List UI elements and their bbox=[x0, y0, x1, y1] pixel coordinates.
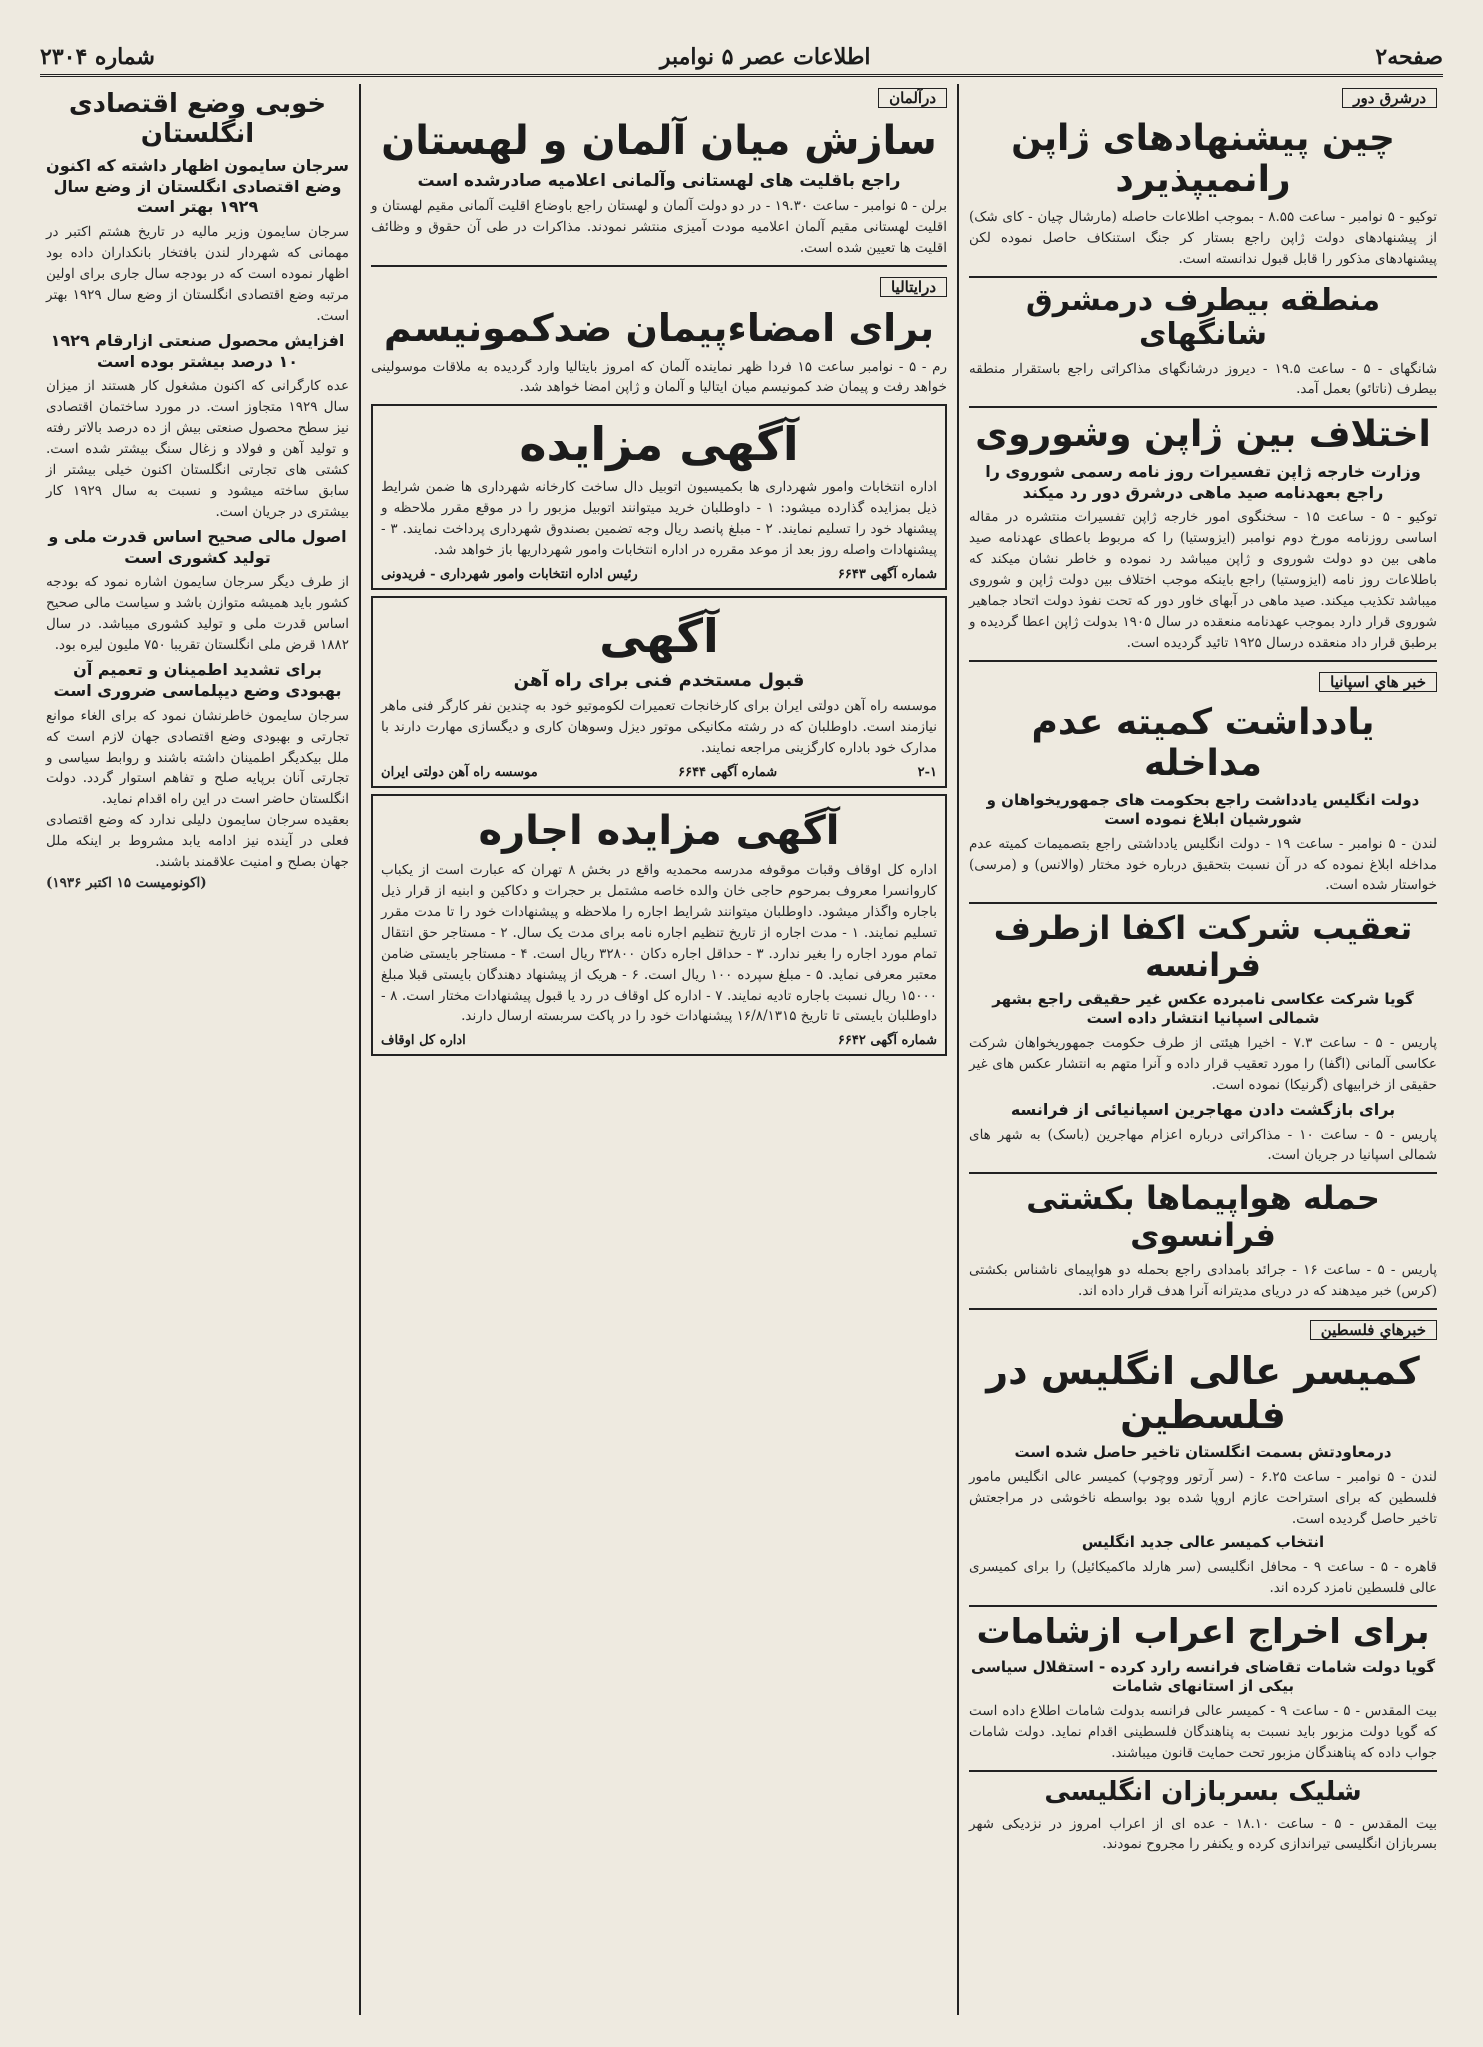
article-subtitle: وزارت خارجه ژاپن تفسیرات روز نامه رسمی شوروی را راجع بعهدنامه صید ماهی درشرق دور رد میکند bbox=[985, 461, 1421, 502]
middle-column bbox=[365, 84, 953, 2015]
article-title: تعقیب شرکت اکفا ازطرف فرانسه bbox=[993, 909, 1413, 985]
right-column bbox=[963, 84, 1443, 2015]
article-title: برای امضاءپیمان ضدکمونیسم bbox=[383, 305, 935, 350]
article-body: پاریس - ۵ - ساعت ۱۰ - مذاکراتی درباره اعزام مهاجرین (باسک) به شهر های شمالی اسپانیا در جریان است. bbox=[969, 1126, 1437, 1164]
article-subtitle: افزایش محصول صنعتی ازارقام ۱۹۲۹ ۱۰ درصد بیشتر بوده است bbox=[50, 330, 345, 371]
article-title: سازش میان آلمان و لهستان bbox=[381, 118, 937, 164]
section-label: درايتاليا bbox=[880, 277, 947, 297]
paper-title: اطلاعات عصر ۵ نوامبر bbox=[659, 44, 871, 70]
article-body: لندن - ۵ نوامبر - ساعت ۱۹ - دولت انگلیس یادداشتی راجع بتصمیمات کمیته عدم مداخله ابلاغ نموده که در آن نسبت بتحقیق درباره خود مختار (والانس) و (مرسی) خواستار شده است. bbox=[969, 835, 1437, 894]
section-label: خبر هاي اسپانيا bbox=[1319, 672, 1437, 692]
ad-title: آگهی مزایده اجاره bbox=[478, 808, 840, 855]
article-body: بیت المقدس - ۵ - ساعت ۹ - کمیسر عالی فرانسه بدولت شامات اطلاع داده است که گویا دولت مزبور باید نسبت به پناهندگان فلسطینی اقدام نماید. دولت شامات جواب داده که پناهندگان مزبور تحت حمایت قانون میباشند. bbox=[969, 1702, 1438, 1761]
article-title: کمیسر عالی انگلیس در فلسطین bbox=[986, 1348, 1420, 1437]
section-label: درشرق دور bbox=[1342, 88, 1437, 108]
article-body: عده کارگرانی که اکنون مشغول کار هستند از میزان سال ۱۹۲۹ متجاوز است. در مورد ساختمان اقتصادی نیز سطح محصول صنعتی بیش از ده درصد بالاتر رفته و تولید آهن و فولاد و زغال سنگ بیشتر شده است. کشتی های تجارتی انگلستان اکنون خیلی بیشتر از سابق ساخته میشود و نسبت به سال ۱۹۲۹ کار بیشتری در جریان است. bbox=[46, 378, 349, 520]
article-source: (اکونومیست ۱۵ اکتبر ۱۹۳۶) bbox=[46, 875, 207, 892]
article-body: برلن - ۵ نوامبر - ساعت ۱۹.۳۰ - در دو دولت آلمان و لهستان راجع باوضاع اقلیت آلمانی مقیم لهستان و اقلیت لهستانی مقیم آلمان اعلامیه مودت آمیزی منتشر نمودند. مذاکرات در طی آن حقوق و وظائف اقلیت ها تعیین شده است. bbox=[371, 198, 947, 256]
article-body: قاهره - ۵ - ساعت ۹ - محافل انگلیسی (سر هارلد ماکمیکائیل) را برای کمیسری عالی فلسطین نامزد کرده اند. bbox=[969, 1558, 1437, 1596]
ad-title: آگهی bbox=[599, 608, 719, 663]
article-subtitle: درمعاودتش بسمت انگلستان تاخیر حاصل شده است bbox=[1014, 1443, 1392, 1462]
article-subtitle: گویا دولت شامات تقاضای فرانسه رارد کرده - استقلال سیاسی بیکی از استانهای شامات bbox=[970, 1657, 1436, 1696]
article-subtitle: گویا شرکت عکاسی نامبرده عکس غیر حقیقی راجع بشهر شمالی اسپانیا انتشار داده است bbox=[992, 989, 1414, 1028]
ad-subtitle: قبول مستخدم فنی برای راه آهن bbox=[513, 669, 805, 691]
ad-number: شماره آگهی ۶۶۴۲ bbox=[837, 1033, 937, 1049]
article-body: لندن - ۵ نوامبر - ساعت ۶.۲۵ - (سر آرتور ووچوپ) کمیسر عالی انگلیس مامور فلسطین که برای استراحت عازم اروپا شده بود بواسطه ناخوشی در مراجعتش تاخیر حاصل گردیده است. bbox=[969, 1468, 1437, 1527]
article-body: توکیو - ۵ نوامبر - ساعت ۸.۵۵ - بموجب اطلاعات حاصله (مارشال چیان - کای شک) از پیشنهادهای دولت ژاپن راجع بستار کر جنگ استنکاف حاصل نموده لکن پیشنهادهای مذکور را قابل قبول ندانسته است. bbox=[969, 208, 1437, 267]
ad-number: شماره آگهی ۶۶۴۳ bbox=[837, 566, 937, 582]
article-subtitle: برای تشدید اطمینان و تعمیم آن بهبودی وضع دیپلماسی ضروری است bbox=[53, 660, 342, 700]
article-subtitle: سرجان سایمون اظهار داشته که اکنون وضع اقتصادی انگلستان از وضع سال ۱۹۲۹ بهتر است bbox=[46, 155, 349, 217]
masthead bbox=[40, 40, 1443, 77]
article-body: پاریس - ۵ - ساعت ۱۶ - جرائد بامدادی راجع بحمله دو هواپیمای ناشناس بکشتی (کرس) خبر میدهند که در دریای مدیترانه آنرا هدف قرار داده اند. bbox=[969, 1261, 1437, 1299]
article-body: سرجان سایمون خاطرنشان نمود که برای الغاء موانع تجارتی و بهبودی وضع اقتصادی جهان لازم است که ملل بیکدیگر اطمینان داشته باشند و روابط سیاسی و تجارتی آنان برپایه صلح و تفاهم استوار گردد. دولت انگلستان حاضر است در این راه اقدام نماید. bbox=[46, 707, 349, 808]
article-title: چین پیشنهادهای ژاپن رانمیپذیرد bbox=[1011, 118, 1395, 201]
ad-body: موسسه راه آهن دولتی ایران برای کارخانجات تعمیرات لکوموتیو خود به چندین نفر کارگر فنی ماهر نیازمند است. داوطلبان که در رشته مکانیکی موتور دیزل وسوهان کاری و دیگسازی مهارت دارند با مدارک خود باداره کارگزینی مراجعه نمایند. bbox=[381, 698, 937, 757]
article-body: پاریس - ۵ - ساعت ۷.۳ - اخیرا هیئتی از طرف حکومت جمهوریخواهان شرکت عکاسی آلمانی (اگفا) را مورد تعقیب قرار داده و آنرا متهم به انتشار عکس های غیر حقیقی از خرابیهای (گرنیکا) نموده است. bbox=[969, 1034, 1437, 1093]
section-label: درآلمان bbox=[878, 88, 947, 108]
ad-body: اداره انتخابات وامور شهرداری ها بکمیسیون اتوبیل دال ساخت کارخانه شهرداری ها ضمن شرایط ذیل بمزایده گذارده میشود: ۱ - داوطلبان خرید میتوانند اتوبیل مزبور را در موقع مقرر ملاحظه و پیشنهاد خود را تسلیم نمایند. ۲ - مبلغ پانصد ریال وجه تضمین بصندوق شهرداری پرداخت نمایند. ۳ - پیشنهادات واصله روز بعد از موعد مقرره در اداره انتخابات وامور شهرداریها باز خواهد شد. bbox=[381, 479, 938, 559]
issue-number: شماره ۲۳۰۴ bbox=[40, 44, 155, 70]
ad-reference: ۲-۱ bbox=[917, 765, 937, 781]
article-title: حمله هواپیماها بکشتی فرانسوی bbox=[1026, 1179, 1380, 1255]
article-body: توکیو - ۵ - ساعت ۱۵ - سخنگوی امور خارجه ژاپن تفسیرات منتشره در مقاله اساسی روزنامه مورخ دوم نوامبر (ایزوستیا) را که مربوط باعطای عهدنامه صید ماهی بین دو دولت شوروی و ژاپن میباشد رد نموده و خاطر نشان میکند که باطلاعات روز نامه (ایزوستیا) راجع باینکه موجب اختلاف بین دولت ژاپن و شوروی میباشد تکذیب میکند. صید ماهی در آبهای خاور دور که تحت نفوذ دولت اتحاد جماهیر شوروی قرار دارد بموجب عهدنامه منعقده در سال ۱۹۰۵ بدولت ژاپن اعطا گردیده و برطبق قرار داد منعقده درسال ۱۹۲۵ تائید گردیده است. bbox=[969, 509, 1438, 651]
employment-ad bbox=[371, 596, 947, 788]
lease-auction-ad bbox=[371, 794, 947, 1056]
page-label: صفحه۲ bbox=[1375, 44, 1443, 70]
article-body: از طرف دیگر سرجان سایمون اشاره نمود که بودجه کشور باید همیشه متوازن باشد و سیاست مالی صحیح اساس قدرت ملی و تولید کشوری میباشد. در سال ۱۸۸۲ قرض ملی انگلستان تقریبا ۷۵۰ ملیون لیره بود. bbox=[46, 574, 349, 654]
article-body: بعقیده سرجان سایمون دلیلی ندارد که وضع اقتصادی فعلی در آینده نیز ادامه یابد مشروط بر اینکه ملل جهان بصلح و امنیت علاقمند باشند. bbox=[46, 812, 349, 871]
ad-body: اداره کل اوقاف وقبات موقوفه مدرسه محمدیه واقع در بخش ۸ تهران که عبارت است از یکباب کاروانسرا معروف بمرحوم حاجی خان والده خاصه مشتمل بر حجرات و دکاکین و ابنیه از قرار ذیل باجاره واگذار میشود. داوطلبان میتوانند شرایط اجاره را ملاحظه و پیشنهادات خود را تا مدت مقرر تسلیم نمایند. ۱ - مدت اجاره از تاریخ تنظیم اجاره نامه برای مدت یک سال. ۲ - مستاجر حق انتقال تمام مورد اجاره را بغیر ندارد. ۳ - حداقل اجاره دکان ۳۲۸۰۰ ریال است. ۴ - مستاجر بایستی ضامن معتبر معرفی نماید. ۵ - مبلغ سپرده ۱۰۰ ریال است. ۶ - هریک از پیشنهاد دهندگان بایستی قبلا مبلغ ۱۵۰۰۰ ریال نسبت باجاره تادیه نمایند. ۷ - اداره کل اوقاف در رد یا قبول پیشنهادات مختار است. ۸ - داوطلبان بایستی تا تاریخ ۱۶/۸/۱۳۱۵ پیشنهادات خود را در پاکت سربسته ارسال دارند. bbox=[381, 862, 938, 1025]
section-label: خبرهاي فلسطين bbox=[1310, 1320, 1437, 1340]
ad-title: آگهی مزایده bbox=[519, 417, 799, 472]
article-title: منطقه بیطرف درمشرق شانگهای bbox=[1025, 282, 1381, 353]
article-title: شلیک بسربازان انگلیسی bbox=[1044, 1776, 1362, 1807]
article-title: اختلاف بین ژاپن وشوروی bbox=[975, 414, 1431, 456]
article-subtitle: راجع باقلیت های لهستانی وآلمانی اعلامیه صادرشده است bbox=[417, 171, 901, 191]
article-body: سرجان سایمون وزیر مالیه در تاریخ هشتم اکتبر در مهمانی که شهردار لندن بافتخار بانکداران داده بود اظهار نموده است که در بودجه سال جاری برای اولین مرتبه وضع اقتصادی انگلستان از وضع سال ۱۹۲۹ بهتر است. bbox=[46, 224, 349, 324]
article-title: برای بازگشت دادن مهاجرین اسپانیائی از فرانسه bbox=[1010, 1099, 1396, 1119]
ad-number: شماره آگهی ۶۶۴۴ bbox=[678, 765, 778, 781]
ad-signature: رئیس اداره انتخابات وامور شهرداری - فریدونی bbox=[381, 566, 638, 582]
auction-ad bbox=[371, 404, 947, 590]
article-subtitle: انتخاب کمیسر عالی جدید انگلیس bbox=[1081, 1533, 1325, 1552]
ad-signature: موسسه راه آهن دولتی ایران bbox=[381, 765, 538, 781]
article-title: یادداشت کمیته عدم مداخله bbox=[1031, 701, 1375, 785]
article-subtitle: اصول مالی صحیح اساس قدرت ملی و تولید کشوری است bbox=[48, 526, 347, 567]
article-body: رم - ۵ - نوامبر ساعت ۱۵ فردا ظهر نماینده آلمان که امروز بایتالیا وارد گردیده به ملاقات موسولینی خواهد رفت و پیمان ضد کمونیسم میان ایتالیا و آلمان و ژاپن امضا خواهد شد. bbox=[371, 358, 947, 396]
left-column bbox=[40, 84, 355, 2015]
article-title: خوبی وضع اقتصادی انگلستان bbox=[68, 89, 327, 149]
ad-signature: اداره کل اوقاف bbox=[381, 1033, 466, 1049]
article-body: شانگهای - ۵ - ساعت ۱۹.۵ - دیروز درشانگهای مذاکراتی راجع باستقرار منطقه بیطرف (ناتائو) بعمل آمد. bbox=[969, 360, 1438, 398]
newspaper-page bbox=[40, 40, 1443, 2015]
article-subtitle: دولت انگلیس یادداشت راجع بحکومت های جمهوریخواهان و شورشیان ابلاغ نموده است bbox=[986, 790, 1420, 829]
article-body: بیت المقدس - ۵ - ساعت ۱۸.۱۰ - عده ای از اعراب امروز در نزدیکی شهر بسربازان انگلیسی تیراندازی کرده و یکنفر را مجروح نمودند. bbox=[969, 1815, 1437, 1853]
article-title: برای اخراج اعراب ازشامات bbox=[976, 1611, 1430, 1652]
